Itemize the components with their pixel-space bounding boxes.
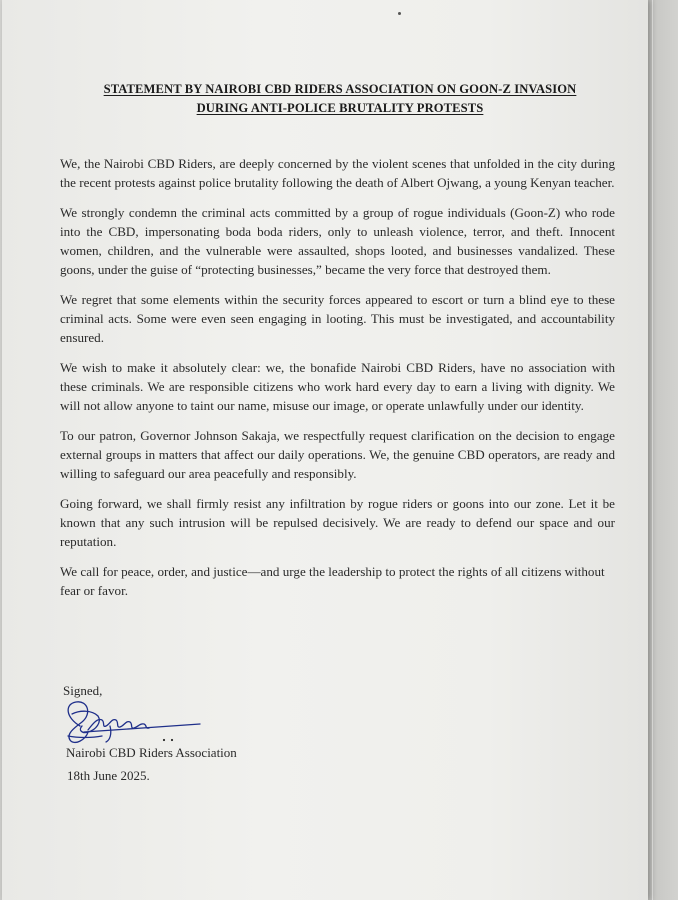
- paragraph-patron-request: To our patron, Governor Johnson Sakaja, we respectfully request clarification on the decision to engage external groups in matters that affect our daily operations. We, the genuine CBD operators, are ready and willing to safeguard our area peacefully and responsibly.: [60, 428, 615, 481]
- paragraph-call-for-peace: We call for peace, order, and justice—and urge the leadership to protect the rights of all citizens without fear or favor.: [60, 564, 605, 598]
- document-title: [60, 80, 620, 118]
- paragraph-disassociation: We wish to make it absolutely clear: we, the bonafide Nairobi CBD Riders, have no association with these criminals. We are responsible citizens who work hard every day to earn a living with dignity. We will not allow anyone to taint our name, misuse our image, or operate unlawfully under our identity.: [60, 360, 615, 413]
- signature-date: 18th June 2025.: [67, 768, 150, 783]
- paragraph-concern: We, the Nairobi CBD Riders, are deeply concerned by the violent scenes that unfolded in the city during the recent protests against police brutality following the death of Albert Ojwang, a young Kenyan teacher.: [60, 156, 615, 190]
- paragraph-condemnation: We strongly condemn the criminal acts committed by a group of rogue individuals (Goon-Z) who rode into the CBD, impersonating boda boda riders, only to unleash violence, terror, and theft. Innocent women, children, and the vulnerable were assaulted, shops looted, and businesses vandalized. These goons, under the guise of “protecting businesses,” became the very force that destroyed them.: [60, 205, 615, 277]
- statement-body: [60, 154, 615, 611]
- title-line-1: STATEMENT BY NAIROBI CBD RIDERS ASSOCIATION ON GOON-Z INVASION: [103, 82, 577, 96]
- signed-label: Signed,: [63, 683, 103, 698]
- paragraph-security-forces: We regret that some elements within the security forces appeared to escort or turn a blind eye to these criminal acts. Some were even seen engaging in looting. This must be investigated, and accountability ensured.: [60, 292, 615, 345]
- background-paper-edge: [648, 0, 678, 900]
- organization-name: Nairobi CBD Riders Association: [66, 745, 237, 760]
- title-line-2: DURING ANTI-POLICE BRUTALITY PROTESTS: [196, 101, 484, 115]
- paper-speck: [398, 12, 401, 15]
- paragraph-resistance: Going forward, we shall firmly resist any infiltration by rogue riders or goons into our zone. Let it be known that any such intrusion will be repulsed decisively. We are ready to defend our space and our reputation.: [60, 496, 615, 549]
